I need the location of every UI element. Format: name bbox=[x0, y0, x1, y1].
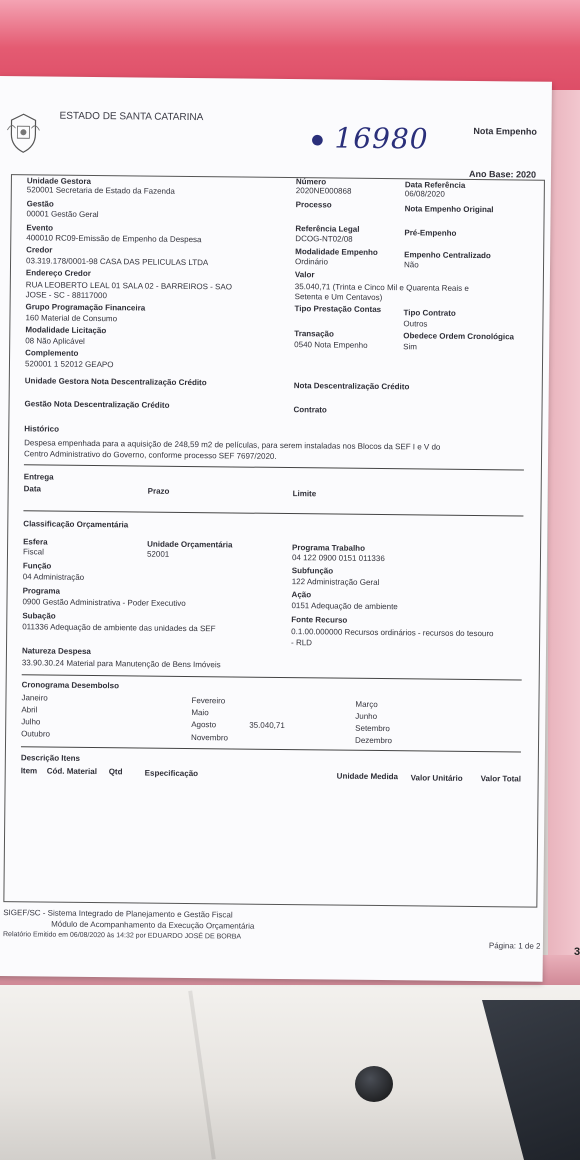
transacao-label: Transação bbox=[294, 329, 334, 339]
month-dezembro: Dezembro bbox=[355, 735, 393, 746]
col-valor-total: Valor Total bbox=[480, 774, 522, 784]
subacao-value: 011336 Adequação de ambiente das unidades da SEF bbox=[22, 622, 216, 634]
tipo-prestacao-label: Tipo Prestação Contas bbox=[294, 304, 382, 315]
entrega-label: Entrega bbox=[23, 472, 54, 482]
valor-line1: 35.040,71 (Trinta e Cinco Mil e Quarenta Reais e bbox=[294, 282, 469, 293]
month-junho: Junho bbox=[355, 711, 378, 721]
referencia-legal-value: DCOG-NT02/08 bbox=[295, 234, 353, 244]
month-julho: Julho bbox=[21, 717, 41, 727]
unidade-gestora-label: Unidade Gestora bbox=[26, 176, 91, 186]
subfuncao-label: Subfunção bbox=[291, 566, 334, 576]
col-valor-unitario: Valor Unitário bbox=[410, 773, 463, 783]
col-cod-material: Cód. Material bbox=[46, 766, 98, 777]
footer-system: SIGEF/SC - Sistema Integrado de Planejamento e Gestão Fiscal bbox=[3, 908, 233, 920]
historico-line1: Despesa empenhada para a aquisição de 248,59 m2 de películas, para serem instaladas nos Blocos da SEF I e V do bbox=[24, 438, 441, 452]
credor-label: Credor bbox=[26, 245, 53, 255]
complemento-label: Complemento bbox=[25, 348, 79, 358]
month-fevereiro: Fevereiro bbox=[191, 696, 226, 706]
month-maio: Maio bbox=[191, 708, 209, 718]
unidade-orcamentaria-value: 52001 bbox=[146, 549, 170, 559]
evento-label: Evento bbox=[26, 223, 54, 233]
month-abril: Abril bbox=[21, 705, 38, 715]
historico-line2: Centro Administrativo do Governo, conforme processo SEF 7697/2020. bbox=[23, 449, 277, 461]
month-marco: Março bbox=[355, 699, 378, 709]
footer-module: Módulo de Acompanhamento da Execução Orçamentária bbox=[51, 919, 255, 931]
coat-of-arms-icon bbox=[5, 112, 41, 154]
programa-value: 0900 Gestão Administrativa - Poder Executivo bbox=[22, 597, 186, 608]
month-agosto: Agosto bbox=[191, 720, 217, 730]
col-item: Item bbox=[20, 766, 38, 776]
acao-value: 0151 Adequação de ambiente bbox=[291, 601, 398, 612]
cronograma-title: Cronograma Desembolso bbox=[21, 680, 120, 691]
nota-descentralizacao-label: Nota Descentralização Crédito bbox=[293, 381, 410, 392]
gestao-value: 00001 Gestão Geral bbox=[26, 209, 99, 220]
programa-trabalho-label: Programa Trabalho bbox=[292, 543, 366, 553]
natureza-despesa-value: 33.90.30.24 Material para Manutenção de Bens Imóveis bbox=[21, 658, 221, 670]
classificacao-title: Classificação Orçamentária bbox=[23, 519, 129, 530]
processo-label: Processo bbox=[295, 200, 332, 210]
grupo-programacao-value: 160 Material de Consumo bbox=[25, 313, 118, 324]
subacao-label: Subação bbox=[22, 611, 56, 621]
credor-value: 03.319.178/0001-98 CASA DAS PELICULAS LTDA bbox=[26, 256, 209, 268]
valor-label: Valor bbox=[294, 270, 315, 280]
programa-label: Programa bbox=[22, 586, 61, 596]
empenho-centralizado-label: Empenho Centralizado bbox=[404, 250, 491, 261]
entrega-limite-label: Limite bbox=[292, 489, 317, 499]
transacao-value: 0540 Nota Empenho bbox=[294, 340, 368, 350]
complemento-value: 520001 1 52012 GEAPO bbox=[24, 359, 114, 370]
col-especificacao: Especificação bbox=[144, 768, 199, 779]
grupo-programacao-label: Grupo Programação Financeira bbox=[25, 302, 146, 313]
col-unidade-medida: Unidade Medida bbox=[336, 771, 399, 782]
tipo-contrato-label: Tipo Contrato bbox=[403, 308, 456, 318]
handwritten-bullet-icon: ● bbox=[311, 131, 325, 148]
ug-descentralizacao-label: Unidade Gestora Nota Descentralização Crédito bbox=[24, 376, 207, 388]
modalidade-empenho-value: Ordinário bbox=[295, 257, 329, 267]
month-janeiro: Janeiro bbox=[21, 693, 48, 703]
empenho-centralizado-value: Não bbox=[403, 260, 419, 270]
evento-value: 400010 RC09-Emissão de Empenho da Despesa bbox=[26, 233, 202, 245]
funcao-value: 04 Administração bbox=[22, 572, 85, 582]
unidade-orcamentaria-label: Unidade Orçamentária bbox=[147, 539, 233, 550]
unidade-gestora-value: 520001 Secretaria de Estado da Fazenda bbox=[26, 185, 175, 196]
state-header: ESTADO DE SANTA CATARINA bbox=[59, 110, 204, 124]
valor-line2: Setenta e Um Centavos) bbox=[294, 292, 383, 303]
fonte-recurso-line1: 0.1.00.000000 Recursos ordinários - recursos do tesouro bbox=[291, 627, 494, 639]
month-setembro: Setembro bbox=[355, 723, 390, 734]
modalidade-empenho-label: Modalidade Empenho bbox=[295, 247, 378, 257]
modalidade-licitacao-label: Modalidade Licitação bbox=[25, 325, 107, 336]
handwritten-number: ● 16980 bbox=[311, 121, 429, 156]
folder-background-right bbox=[548, 90, 580, 980]
contrato-label: Contrato bbox=[293, 405, 327, 415]
gestao-descentralizacao-label: Gestão Nota Descentralização Crédito bbox=[24, 399, 170, 410]
shirt-button bbox=[355, 1066, 393, 1102]
natureza-despesa-label: Natureza Despesa bbox=[21, 646, 91, 656]
month-outubro: Outubro bbox=[21, 729, 51, 739]
footer-report-issued: Relatório Emitido em 06/08/2020 às 14:32 por EDUARDO JOSÉ DE BORBA bbox=[2, 931, 242, 941]
modalidade-licitacao-value: 08 Não Aplicável bbox=[25, 336, 85, 346]
referencia-legal-label: Referência Legal bbox=[295, 224, 360, 234]
endereco-credor-label: Endereço Credor bbox=[25, 268, 91, 278]
document-page bbox=[0, 76, 552, 982]
esfera-label: Esfera bbox=[23, 537, 48, 547]
document-type: Nota Empenho bbox=[473, 125, 538, 137]
fonte-recurso-label: Fonte Recurso bbox=[291, 615, 348, 625]
agosto-value: 35.040,71 bbox=[249, 720, 285, 731]
numero-label: Número bbox=[295, 177, 327, 187]
itens-title: Descrição Itens bbox=[20, 753, 81, 763]
pre-empenho-label: Pré-Empenho bbox=[404, 228, 457, 238]
col-qtd: Qtd bbox=[108, 767, 123, 777]
funcao-label: Função bbox=[22, 561, 52, 571]
ordem-cronologica-value: Sim bbox=[403, 342, 418, 352]
fonte-recurso-line2: - RLD bbox=[291, 638, 313, 648]
historico-label: Histórico bbox=[24, 424, 60, 434]
endereco-credor-line1: RUA LEOBERTO LEAL 01 SALA 02 - BARREIROS - SAO bbox=[25, 280, 233, 292]
entrega-prazo-label: Prazo bbox=[147, 486, 170, 496]
data-referencia-label: Data Referência bbox=[404, 180, 466, 190]
data-referencia-value: 06/08/2020 bbox=[404, 189, 445, 199]
month-novembro: Novembro bbox=[191, 733, 229, 743]
tipo-contrato-value: Outros bbox=[403, 319, 428, 329]
programa-trabalho-value: 04 122 0900 0151 011336 bbox=[291, 553, 385, 564]
endereco-credor-line2: JOSE - SC - 88117000 bbox=[25, 290, 107, 301]
entrega-data-label: Data bbox=[23, 484, 42, 494]
subfuncao-value: 122 Administração Geral bbox=[291, 577, 380, 587]
esfera-value: Fiscal bbox=[22, 547, 44, 557]
gestao-label: Gestão bbox=[26, 199, 54, 209]
footer-page-number: Página: 1 de 2 bbox=[488, 941, 541, 951]
acao-label: Ação bbox=[291, 590, 312, 600]
next-page-edge-number: 3 bbox=[574, 946, 580, 958]
numero-value: 2020NE000868 bbox=[295, 186, 352, 196]
ordem-cronologica-label: Obedece Ordem Cronológica bbox=[403, 331, 515, 342]
nota-original-label: Nota Empenho Original bbox=[404, 204, 494, 215]
ano-base: Ano Base: 2020 bbox=[468, 168, 537, 180]
